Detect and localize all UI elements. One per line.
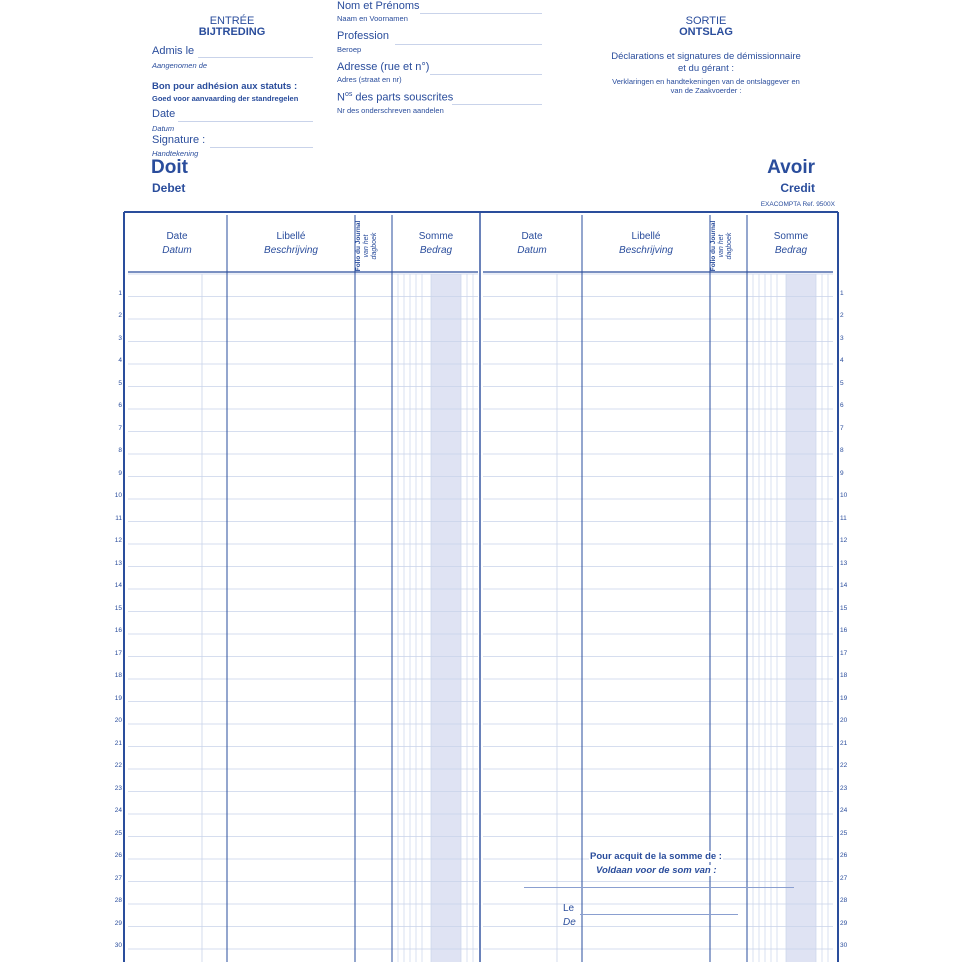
row-number-right: 3: [840, 334, 844, 342]
row-number-left: 18: [114, 672, 122, 679]
col-folio-nl2-left: dagboek: [371, 232, 378, 260]
row-number-right: 1: [840, 289, 844, 297]
col-libelle-left: Libellé: [276, 231, 306, 242]
row-number-right: 14: [840, 582, 848, 589]
col-datum-left: Datum: [162, 245, 192, 256]
bon-sub: Goed voor aanvaarding der standregelen: [152, 94, 299, 103]
row-number-left: 23: [114, 784, 122, 792]
row-number-left: 4: [118, 357, 122, 364]
sortie-subtitle: ONTSLAG: [679, 26, 733, 38]
row-number-left: 19: [114, 694, 122, 702]
entree-subtitle: BIJTREDING: [198, 26, 266, 38]
reference-code: EXACOMPTA Ref. 9500X: [760, 201, 835, 208]
row-number-left: 1: [118, 289, 122, 297]
name-sub: Naam en Voornamen: [337, 14, 408, 23]
row-number-right: 20: [840, 717, 848, 724]
col-somme-left: Somme: [418, 231, 454, 242]
row-number-right: 18: [840, 672, 848, 679]
row-number-right: 19: [840, 694, 848, 702]
row-number-left: 16: [114, 627, 122, 634]
col-bedrag-right: Bedrag: [774, 245, 808, 256]
entree-title: ENTRÉE: [209, 15, 255, 27]
profession-label: Profession: [337, 30, 389, 42]
row-number-right: 23: [840, 784, 848, 792]
admis-sub: Aangenomen de: [152, 61, 208, 70]
parts-sub: Nr des onderschreven aandelen: [337, 106, 444, 115]
col-date-left: Date: [166, 231, 188, 242]
col-beschrijving-right: Beschrijving: [619, 245, 673, 256]
row-number-left: 11: [115, 514, 122, 522]
row-number-right: 5: [840, 379, 844, 387]
col-folio-nl1-left: van het: [363, 234, 370, 258]
row-number-left: 5: [118, 379, 122, 387]
col-datum-right: Datum: [517, 245, 547, 256]
row-number-right: 4: [840, 357, 844, 364]
row-number-left: 26: [114, 852, 122, 859]
row-number-right: 21: [840, 739, 848, 747]
sortie-declaration: Déclarations et signatures de démissionnaire: [611, 51, 801, 62]
doit-title: Doit: [151, 157, 188, 178]
row-number-left: 24: [114, 807, 122, 814]
row-number-left: 21: [114, 739, 122, 747]
row-number-right: 30: [840, 942, 848, 949]
row-number-left: 29: [114, 919, 122, 927]
row-number-right: 10: [840, 492, 848, 499]
row-number-left: 27: [114, 874, 122, 882]
credit-title: Credit: [780, 181, 815, 195]
acquit-amount-line[interactable]: [524, 887, 794, 888]
row-number-left: 20: [114, 717, 122, 724]
row-number-right: 28: [840, 897, 848, 904]
bon-label: Bon pour adhésion aux statuts :: [152, 81, 298, 92]
name-label: Nom et Prénoms: [337, 0, 420, 12]
debet-title: Debet: [152, 181, 186, 195]
acquit-line1: Pour acquit de la somme de :: [590, 851, 722, 862]
row-number-left: 9: [118, 469, 122, 477]
row-number-right: 17: [840, 649, 848, 657]
row-number-right: 6: [840, 402, 844, 409]
row-number-left: 28: [114, 897, 122, 904]
date-sub: Datum: [152, 124, 175, 133]
row-number-left: 3: [118, 334, 122, 342]
row-number-right: 11: [840, 514, 847, 522]
sortie-declaration-nl-2: van de Zaakvoerder :: [670, 86, 742, 95]
col-libelle-right: Libellé: [631, 231, 661, 242]
row-number-left: 12: [114, 537, 122, 544]
row-number-right: 13: [840, 559, 848, 567]
acquit-line2: Voldaan voor de som van :: [596, 865, 717, 876]
row-number-right: 22: [840, 762, 848, 769]
parts-label: $N^{os}$ des parts souscrites: [337, 91, 454, 104]
row-number-left: 6: [118, 402, 122, 409]
row-number-right: 16: [840, 627, 848, 634]
acquit-date-line[interactable]: [580, 914, 738, 915]
row-number-left: 8: [118, 447, 122, 454]
row-number-right: 24: [840, 807, 848, 814]
sortie-declaration-2: et du gérant :: [678, 63, 734, 74]
col-folio-left: Folio du Journal: [355, 220, 362, 272]
col-folio-nl2-right: dagboek: [726, 232, 733, 260]
row-number-left: 2: [118, 312, 122, 319]
profession-sub: Beroep: [337, 45, 362, 54]
col-folio-right: Folio du Journal: [710, 220, 717, 272]
row-number-left: 22: [114, 762, 122, 769]
col-folio-nl1-right: van het: [718, 234, 725, 258]
sortie-title: SORTIE: [685, 15, 727, 27]
row-number-right: 12: [840, 537, 848, 544]
row-number-left: 15: [114, 604, 122, 612]
row-number-left: 17: [114, 649, 122, 657]
signature-label: Signature :: [152, 134, 206, 146]
row-number-left: 10: [114, 492, 122, 499]
sortie-declaration-nl: Verklaringen en handtekeningen van de ontslaggever en: [612, 77, 800, 86]
row-number-left: 13: [114, 559, 122, 567]
address-sub: Adres (straat en nr): [337, 75, 402, 84]
row-number-right: 2: [840, 312, 844, 319]
row-number-right: 8: [840, 447, 844, 454]
col-somme-right: Somme: [773, 231, 809, 242]
row-number-left: 30: [114, 942, 122, 949]
signature-sub: Handtekening: [152, 149, 199, 158]
row-number-left: 7: [118, 424, 122, 432]
address-label: Adresse (rue et n°): [337, 61, 430, 73]
admis-label: Admis le: [152, 45, 195, 57]
row-number-left: 25: [114, 829, 122, 837]
col-date-right: Date: [521, 231, 543, 242]
row-number-right: 25: [840, 829, 848, 837]
row-number-right: 26: [840, 852, 848, 859]
row-number-right: 9: [840, 469, 844, 477]
col-beschrijving-left: Beschrijving: [264, 245, 318, 256]
date-label: Date: [152, 108, 176, 120]
row-number-right: 27: [840, 874, 848, 882]
acquit-de: De: [563, 917, 576, 928]
acquit-le: Le: [563, 903, 575, 914]
col-bedrag-left: Bedrag: [419, 245, 453, 256]
row-number-right: 29: [840, 919, 848, 927]
row-number-right: 7: [840, 424, 844, 432]
row-number-left: 14: [114, 582, 122, 589]
row-number-right: 15: [840, 604, 848, 612]
avoir-title: Avoir: [767, 157, 815, 178]
